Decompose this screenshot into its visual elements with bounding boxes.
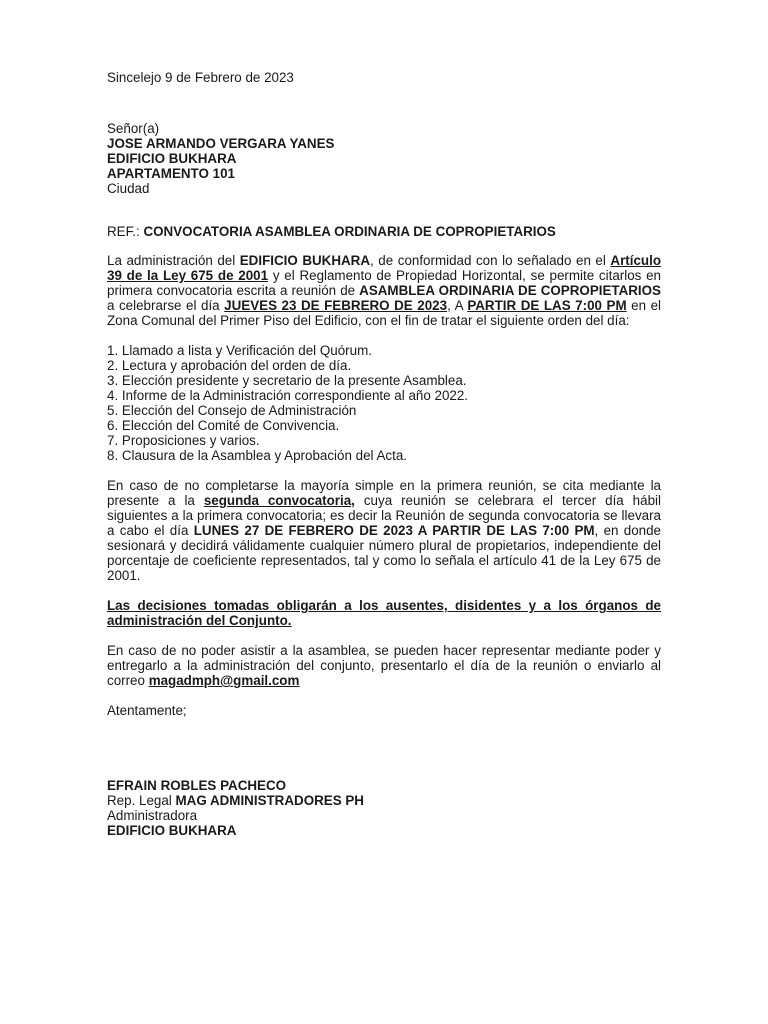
second-convocation-paragraph	[107, 478, 661, 583]
p1-meeting-time: PARTIR DE LAS 7:00 PM	[467, 298, 627, 313]
p1-meeting-date: JUEVES 23 DE FEBRERO DE 2023	[224, 298, 448, 313]
reference-label: REF.:	[107, 224, 144, 239]
agenda-list	[107, 343, 661, 463]
p2-second-convocation: segunda convocatoria,	[203, 493, 355, 508]
signer-role	[107, 793, 661, 808]
p1-building: EDIFICIO BUKHARA	[239, 253, 371, 268]
signer-name: EFRAIN ROBLES PACHECO	[107, 778, 287, 793]
agenda-item: 2. Lectura y aprobación del orden de día.	[107, 358, 352, 373]
convocation-paragraph	[107, 253, 661, 328]
p4-text-1: En caso de no poder asistir a la asamblea, se pueden hacer representar mediante poder y entregarlo a la administración del conjunto, presentarlo el día de la reunión o enviarlo al correo	[107, 643, 661, 688]
p2-text-1: En caso de no completarse la mayoría simple en la primera reunión, se cita mediante la presente a la	[107, 478, 661, 508]
decisions-notice: Las decisiones tomadas obligarán a los ausentes, disidentes y a los órganos de administración del Conjunto.	[107, 598, 661, 628]
date-line: Sincelejo 9 de Febrero de 2023	[107, 70, 294, 85]
p2-second-meeting-datetime: LUNES 27 DE FEBRERO DE 2023 A PARTIR DE LAS 7:00 PM	[193, 523, 595, 538]
p1-text-2: , de conformidad con lo señalado en el	[370, 253, 611, 268]
p2-text-2: cuya reunión se celebrara el tercer día hábil siguientes a la primera convocatoria; es decir la Reunión de segunda convocatoria se llevara a cabo el día	[107, 493, 661, 538]
reference-line	[107, 224, 661, 239]
agenda-item: 4. Informe de la Administración correspondiente al año 2022.	[107, 388, 469, 403]
p1-assembly-type: ASAMBLEA ORDINARIA DE COPROPIETARIOS	[359, 283, 661, 298]
p1-text-3: y el Reglamento de Propiedad Horizontal, se permite citarlos en primera convocatoria escrita a reunión de	[107, 268, 661, 298]
reference-subject: CONVOCATORIA ASAMBLEA ORDINARIA DE COPROPIETARIOS	[143, 224, 556, 239]
p1-text-4: a celebrarse el día	[107, 298, 225, 313]
signer-building: EDIFICIO BUKHARA	[107, 823, 237, 838]
p2-text-3: , en donde sesionará y decidirá válidamente cualquier número plural de propietarios, independiente del porcentaje de coeficiente representados, tal y como lo señala el artículo 41 de la Ley 675 de 2001.	[107, 523, 661, 583]
signer-company: MAG ADMINISTRADORES PH	[175, 793, 364, 808]
recipient-block	[107, 121, 661, 196]
contact-email[interactable]: magadmph@gmail.com	[148, 673, 300, 688]
agenda-item: 6. Elección del Comité de Convivencia.	[107, 418, 340, 433]
letter-page	[107, 70, 661, 838]
closing-line: Atentamente;	[107, 703, 187, 718]
recipient-building: EDIFICIO BUKHARA	[107, 151, 237, 166]
recipient-salutation: Señor(a)	[107, 121, 160, 136]
p1-text-6: en el Zona Comunal del Primer Piso del Edificio, con el fin de tratar el siguiente orden del día:	[107, 298, 662, 328]
signer-title: Administradora	[107, 808, 198, 823]
agenda-item: 7. Proposiciones y varios.	[107, 433, 260, 448]
signer-role-prefix: Rep. Legal	[107, 793, 176, 808]
agenda-item: 3. Elección presidente y secretario de la presente Asamblea.	[107, 373, 467, 388]
recipient-name: JOSE ARMANDO VERGARA YANES	[107, 136, 335, 151]
agenda-item: 8. Clausura de la Asamblea y Aprobación del Acta.	[107, 448, 407, 463]
recipient-city: Ciudad	[107, 181, 150, 196]
proxy-paragraph	[107, 643, 661, 688]
p1-text-5: , A	[447, 298, 468, 313]
p1-law-reference: Artículo 39 de la Ley 675 de 2001	[107, 253, 661, 283]
p1-text-1: La administración del	[107, 253, 240, 268]
recipient-apartment: APARTAMENTO 101	[107, 166, 235, 181]
agenda-item: 1. Llamado a lista y Verificación del Quórum.	[107, 343, 372, 358]
signature-block	[107, 778, 661, 838]
agenda-item: 5. Elección del Consejo de Administración	[107, 403, 357, 418]
